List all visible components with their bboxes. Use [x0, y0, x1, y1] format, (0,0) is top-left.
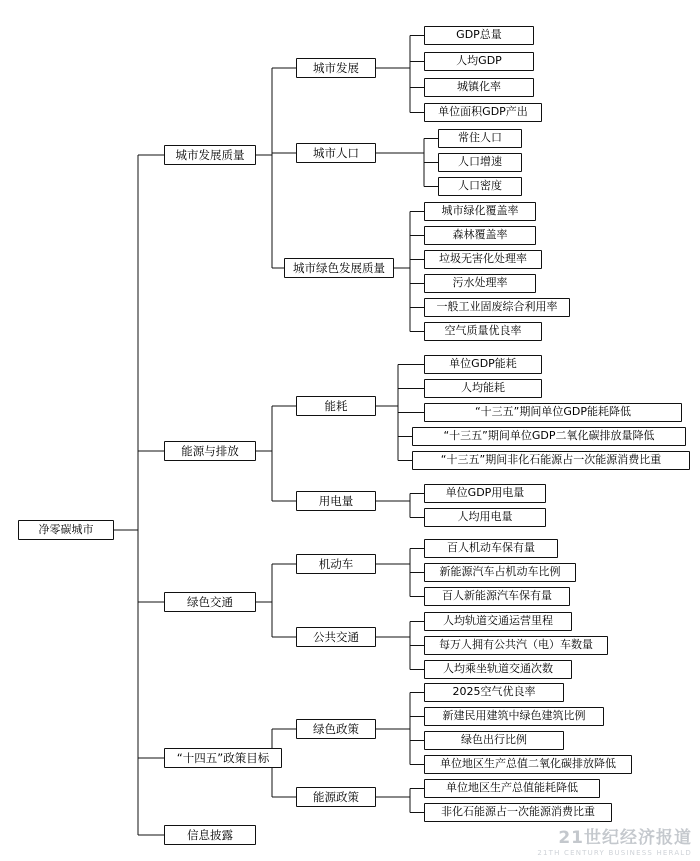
- diagram-subcategory-node: 公共交通: [296, 627, 376, 647]
- diagram-indicator-node: 污水处理率: [424, 274, 536, 293]
- diagram-category-node: 能源与排放: [164, 441, 256, 461]
- diagram-indicator-node: 人口密度: [438, 177, 522, 196]
- diagram-indicator-node: 新建民用建筑中绿色建筑比例: [424, 707, 604, 726]
- diagram-subcategory-node: 绿色政策: [296, 719, 376, 739]
- watermark: [537, 823, 692, 857]
- diagram-indicator-node: 新能源汽车占机动车比例: [424, 563, 576, 582]
- diagram-indicator-node: 人口增速: [438, 153, 522, 172]
- diagram-indicator-node: 常住人口: [438, 129, 522, 148]
- diagram-indicator-node: 空气质量优良率: [424, 322, 542, 341]
- diagram-subcategory-node: 城市绿色发展质量: [284, 258, 394, 278]
- diagram-indicator-node: 人均能耗: [424, 379, 542, 398]
- diagram-indicator-node: 2025空气优良率: [424, 683, 564, 702]
- diagram-indicator-node: “十三五”期间单位GDP能耗降低: [424, 403, 682, 422]
- diagram-indicator-node: “十三五”期间单位GDP二氧化碳排放量降低: [412, 427, 686, 446]
- diagram-category-node: 信息披露: [164, 825, 256, 845]
- diagram-indicator-node: 百人新能源汽车保有量: [424, 587, 570, 606]
- diagram-indicator-node: 森林覆盖率: [424, 226, 536, 245]
- diagram-indicator-node: “十三五”期间非化石能源占一次能源消费比重: [412, 451, 690, 470]
- diagram-indicator-node: 城镇化率: [424, 78, 534, 97]
- diagram-indicator-node: 城市绿化覆盖率: [424, 202, 536, 221]
- diagram-indicator-node: 每万人拥有公共汽（电）车数量: [424, 636, 608, 655]
- diagram-indicator-node: GDP总量: [424, 26, 534, 45]
- diagram-root-node: 净零碳城市: [18, 520, 114, 540]
- diagram-indicator-node: 百人机动车保有量: [424, 539, 558, 558]
- watermark-main: 21世纪经济报道: [558, 828, 692, 848]
- diagram-category-node: 城市发展质量: [164, 145, 256, 165]
- diagram-indicator-node: 单位地区生产总值二氧化碳排放降低: [424, 755, 632, 774]
- diagram-indicator-node: 人均GDP: [424, 52, 534, 71]
- diagram-indicator-node: 单位GDP能耗: [424, 355, 542, 374]
- diagram-indicator-node: 人均轨道交通运营里程: [424, 612, 572, 631]
- watermark-sub: 21TH CENTURY BUSINESS HERALD: [537, 849, 692, 857]
- diagram-indicator-node: 单位地区生产总值能耗降低: [424, 779, 600, 798]
- diagram-indicator-node: 绿色出行比例: [424, 731, 564, 750]
- diagram-indicator-node: 一般工业固废综合利用率: [424, 298, 570, 317]
- diagram-subcategory-node: 城市发展: [296, 58, 376, 78]
- diagram-subcategory-node: 机动车: [296, 554, 376, 574]
- diagram-subcategory-node: 能耗: [296, 396, 376, 416]
- diagram-category-node: 绿色交通: [164, 592, 256, 612]
- diagram-indicator-node: 垃圾无害化处理率: [424, 250, 542, 269]
- diagram-indicator-node: 单位GDP用电量: [424, 484, 546, 503]
- diagram-indicator-node: 非化石能源占一次能源消费比重: [424, 803, 612, 822]
- diagram-indicator-node: 人均乘坐轨道交通次数: [424, 660, 572, 679]
- diagram-subcategory-node: 城市人口: [296, 143, 376, 163]
- diagram-subcategory-node: 用电量: [296, 491, 376, 511]
- diagram-indicator-node: 人均用电量: [424, 508, 546, 527]
- diagram-category-node: “十四五”政策目标: [164, 748, 282, 768]
- diagram-subcategory-node: 能源政策: [296, 787, 376, 807]
- diagram-indicator-node: 单位面积GDP产出: [424, 103, 542, 122]
